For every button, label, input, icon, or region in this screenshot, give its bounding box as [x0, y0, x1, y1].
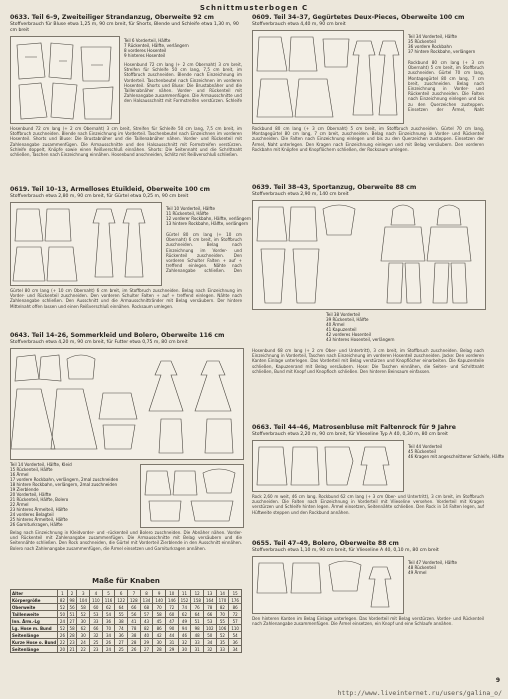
measure-cell: 52 [58, 625, 68, 632]
measure-cell: 6 [115, 590, 128, 597]
measure-row-label: Lg. Hose m. Bund [11, 625, 58, 632]
measure-row [11, 590, 242, 597]
measure-cell: 28 [67, 632, 77, 639]
part-item: 48 Rückenteil [408, 565, 436, 570]
measure-cell: 60 [90, 604, 103, 611]
pattern-pieces-drawing [11, 203, 161, 285]
part-item: 19 Zierblende [10, 487, 39, 492]
measure-cell: 34 [203, 639, 216, 646]
parts-list-0639 [326, 312, 395, 342]
measure-cell: 72 [165, 604, 178, 611]
measure-cell: 49 [178, 618, 191, 625]
measure-row-label: Seitenlänge [11, 632, 58, 639]
page-header: Schnittmusterbogen C [199, 4, 309, 12]
pattern-sketch-0643 [10, 348, 244, 460]
measure-cell: 32 [90, 632, 103, 639]
page-number: 9 [495, 677, 500, 684]
measure-cell: 25 [115, 646, 128, 653]
section-text: Den hinteren Kanten im Belag Einlage unterlegen. Das Vorderteil mit Belag verstürzen. Vorder- und Rückenteil nach Zahlenangabe zusammenfügen. Die Ärmel einsetzen, ein Knopf und eine Schlaufe annähen. [252, 616, 484, 627]
measure-row-label: Körpergröße [11, 597, 58, 604]
measure-cell: 36 [102, 618, 115, 625]
pattern-sketch-0655 [252, 556, 404, 614]
parts-list-0643 [10, 462, 118, 527]
section-subtitle: Stoffverbrauch etwa 4,20 m, 90 cm breit, für Futter etwa 0,75 m, 80 cm breit [10, 340, 188, 345]
measure-cell: 52 [77, 611, 90, 618]
part-item: 9 hinteres Hosenteil [124, 53, 166, 58]
measure-cell: 5 [102, 590, 115, 597]
measure-cell: 52 [58, 604, 68, 611]
section-text-side: Rockbund 80 cm lang (+ 3 cm Obernaht) 5 cm breit, im Stoffbruch zuschneiden. Gürtel 70 cm lang, Montagegürtel 80 cm lang, 7 cm breit, zuschneiden. Belag nach Einzeichnung in Vorder- und Rückenteil zuschneiden. Die Falten nach Einzeichnung einlegen und bis zu den Querzeichen zusteppen. Einsetzen der Ärmel, Naht [408, 60, 484, 112]
parts-list-0663 [408, 444, 504, 459]
part-item: 23 hinteres Ärmelteil, Hälfte [10, 507, 68, 512]
part-item: 24 vorderes Belagteil [10, 512, 54, 517]
measure-cell: 90 [165, 625, 178, 632]
part-item: 20 Vorderteil, Hälfte [10, 492, 52, 497]
measure-cell: 24 [102, 646, 115, 653]
measure-cell: 27 [67, 618, 77, 625]
measure-cell: 53 [203, 618, 216, 625]
measure-cell: 24 [77, 639, 90, 646]
section-text-side: Gürtel 80 cm lang (+ 10 cm Obernaht) 6 cm breit, im Stoffbruch zuschneiden. Belag nach Einzeichnung im Vorder- und Rückenteil zuschneiden. Den vorderen Schulter Falten + auf + treffend einlegen. Nähte nach Zahlenangabe schließen. Den [166, 232, 242, 274]
measure-cell: 140 [153, 597, 166, 604]
part-item: 7 Rückenteil, Hälfte, verlängern [124, 43, 189, 48]
measure-cell: 66 [90, 625, 103, 632]
part-item: 18 hintere Rockbahn, verlängern, 2mal zuschneiden [10, 482, 118, 487]
measure-cell: 26 [128, 646, 141, 653]
measure-cell: 76 [191, 604, 204, 611]
part-item: Teil 6 Vorderteil, Hälfte [124, 38, 171, 43]
measure-row-label: Oberweite [11, 604, 58, 611]
part-item: 17 vordere Rockbahn, verlängern, 2mal zuschneiden [10, 477, 119, 482]
measure-cell: 54 [102, 611, 115, 618]
measure-row-label: Taillenweite [11, 611, 58, 618]
measure-cell: 4 [90, 590, 103, 597]
section-title: 0639. Teil 38–43, Sportanzug, Oberweite 88 cm [252, 184, 417, 191]
measure-cell: 122 [115, 597, 128, 604]
measure-cell: 30 [153, 639, 166, 646]
measure-cell: 10 [165, 590, 178, 597]
measure-cell: 64 [115, 604, 128, 611]
measure-cell: 78 [203, 604, 216, 611]
part-item: 46 Kragen mit angeschnittener Schleife, Hälfte [408, 454, 505, 459]
measure-cell: 26 [58, 632, 68, 639]
measure-cell: 52 [216, 632, 229, 639]
measure-cell: 58 [67, 625, 77, 632]
part-item: Teil 38 Vorderteil [326, 312, 361, 317]
part-item: 26 Garniturkragen, Hälfte [10, 522, 63, 527]
measure-cell: 58 [77, 604, 90, 611]
section-text: Rockbund 80 cm lang (+ 3 cm Obernaht) 5 cm breit, im Stoffbruch zuschneiden. Gürtel 70 cm lang, Montagegürtel 80 cm lang, 7 cm breit, zuschneiden. Belag nach Einzeichnung in Vorder- und Rückenteil zuschneiden. Die Falten nach Einzeichnung einlegen und bis zu den Querzeichen zusteppen. Einsetzen der Ärmel, Naht unterlegen. Den Kragen nach Einzeichnung einlegen und mit Belag versäubern. Den vorderen Rockbahn mit Knöpfen und Knopflöchern schließen, der Rocksaum umlegen. [252, 126, 484, 152]
measure-cell: 110 [229, 625, 242, 632]
pattern-pieces-drawing [11, 37, 119, 123]
part-item: 45 Rückenteil [408, 449, 436, 454]
part-item: Teil 14 Vorderteil, Hälfte, Kleid [10, 462, 72, 467]
section-subtitle: Stoffverbrauch etwa 2,90 m, 140 cm breit [252, 192, 349, 197]
measure-cell: 82 [216, 604, 229, 611]
measure-cell: 50 [58, 611, 68, 618]
measure-cell: 1 [58, 590, 68, 597]
pattern-pieces-drawing [11, 349, 243, 459]
section-subtitle: Stoffverbrauch etwa 4,40 m, 90 cm breit [252, 22, 346, 27]
measure-cell: 110 [90, 597, 103, 604]
measure-cell: 134 [140, 597, 153, 604]
measure-cell: 25 [90, 639, 103, 646]
part-item: 21 Rückenteil, Hälfte, Bolero [10, 497, 69, 502]
measure-cell: 35 [216, 639, 229, 646]
part-item: 40 Ärmel [326, 322, 345, 327]
measure-cell: 51 [67, 611, 77, 618]
section-subtitle: Stoffverbrauch etwa 1,10 m, 90 cm breit, für Vlieseline A 40, 0,10 m, 80 cm breit [252, 548, 439, 553]
measure-cell: 82 [140, 625, 153, 632]
measure-row [11, 632, 242, 639]
measure-cell: 62 [102, 604, 115, 611]
measure-cell: 72 [229, 611, 242, 618]
pattern-pieces-drawing [253, 441, 403, 491]
measure-cell: 2 [67, 590, 77, 597]
measure-cell: 98 [67, 597, 77, 604]
measure-title: Maße für Knaben [92, 577, 160, 585]
measure-cell: 68 [140, 604, 153, 611]
parts-list-0609 [408, 34, 475, 54]
measure-cell: 56 [128, 611, 141, 618]
measure-cell: 43 [140, 618, 153, 625]
measure-cell: 46 [178, 632, 191, 639]
measure-cell: 23 [90, 646, 103, 653]
measure-cell: 22 [58, 639, 68, 646]
measure-cell: 54 [229, 632, 242, 639]
measure-cell: 74 [178, 604, 191, 611]
measure-cell: 36 [115, 632, 128, 639]
measure-row [11, 604, 242, 611]
parts-list-0619 [166, 206, 251, 226]
parts-list-0633 [124, 38, 189, 58]
measure-cell: 104 [77, 597, 90, 604]
pattern-sketch-0609 [252, 30, 404, 124]
measure-cell: 116 [102, 597, 115, 604]
measure-cell: 33 [191, 639, 204, 646]
measure-cell: 33 [90, 618, 103, 625]
measure-cell: 38 [128, 632, 141, 639]
measure-cell: 53 [90, 611, 103, 618]
measure-cell: 7 [128, 590, 141, 597]
measure-cell: 29 [140, 639, 153, 646]
measure-cell: 64 [191, 611, 204, 618]
measure-cell: 55 [115, 611, 128, 618]
measure-cell: 86 [153, 625, 166, 632]
measure-cell: 170 [216, 597, 229, 604]
measure-cell: 50 [203, 632, 216, 639]
part-item: 25 hinteres Ärmelteil, Hälfte [10, 517, 68, 522]
section-subtitle: Stoffverbrauch etwa 2,80 m, 90 cm breit, für Gürtel etwa 0,25 m, 90 cm breit [10, 194, 189, 199]
section-0633 [10, 14, 242, 162]
pattern-pieces-drawing [141, 465, 243, 527]
measure-cell: 94 [178, 625, 191, 632]
measure-row [11, 611, 242, 618]
measure-cell: 13 [203, 590, 216, 597]
pattern-sketch-0663 [252, 440, 404, 492]
measure-cell: 31 [165, 639, 178, 646]
measure-cell: 55 [216, 618, 229, 625]
measure-cell: 74 [115, 625, 128, 632]
section-text: Hosenbund 72 cm lang (+ 2 cm Obernaht) 3 cm breit, Streifen für Schleife 50 cm lang, 7,5 cm breit, im Stoffbruch zuschneiden. Blende nach Einzeichnung im Vorderteil. Taschenbeutel nach Einzeichnen im vorderen Hosenteil. Shorts und Bluse: Die Brustabnäher und die Taillenabnäher nähen. Vorder- und Rückenteil mit Zahlenangabe zusammenfügen. Die Armausschnitte und den Halsausschnitt mit Formstreifen verstürzen. Schleife doppelt, Knöpfe sowie einen Reißverschluß einnähen. Shorts: Die Seitennaht und die Schrittnaht schließen, Taschen nach Einzeichnung einnähen. Hosenbund anschneiden, Schlitz mit Reißverschluß schließen. [10, 126, 242, 158]
part-item: 22 Ärmel [10, 502, 29, 507]
measure-cell: 60 [165, 611, 178, 618]
part-item: 42 vorderes Hosenteil [326, 332, 371, 337]
measure-cell: 128 [128, 597, 141, 604]
measure-cell: 47 [165, 618, 178, 625]
measure-cell: 34 [229, 646, 242, 653]
measure-cell: 70 [102, 625, 115, 632]
measure-cell: 48 [191, 632, 204, 639]
measure-cell: 14 [216, 590, 229, 597]
measure-row-label: Seitenlänge [11, 646, 58, 653]
section-title: 0619. Teil 10–13, Ärmelloses Etuikleid, Oberweite 100 cm [10, 186, 210, 193]
pattern-pieces-drawing [253, 201, 485, 309]
section-text: Rock 2,60 m weit, 46 cm lang. Rockbund 62 cm lang (+ 3 cm Ober- und Untertritt), 3 cm breit, im Stoffbruch zuschneiden. Die Falten nach Einzeichnung in Vorderteil mit Vlieseline versehen. Vorderteil mit Kragen verstürzen und Schleife hinten legen. Ärmel einsetzen, Seitennähte schließen. Den Rock in 14 Falten legen, auf Hüftweite steppen und den Rockbund annähen. [252, 494, 484, 515]
measure-row [11, 646, 242, 653]
measure-cell: 36 [229, 639, 242, 646]
part-item: Teil 44 Vorderteil [408, 444, 443, 449]
section-text-side: Hosenbund 72 cm lang (+ 2 cm Obernaht) 3 cm breit, Streifen für Schleife 50 cm lang, 7,5 cm breit, im Stoffbruch zuschneiden. Blende nach Einzeichnung im Vorderteil. Taschenbeutel nach Einzeichnen im vorderen Hosenteil. Shorts und Bluse: Die Brustabnäher und die Taillenabnäher nähen. Vorder- und Rückenteil mit Zahlenangabe zusammenfügen. Die Armausschnitte und den Halsausschnitt mit Formstreifen verstürzen. Schleife [124, 62, 242, 104]
measure-cell: 106 [216, 625, 229, 632]
part-item: 35 Rückenteil [408, 39, 436, 44]
section-0639 [252, 184, 484, 374]
pattern-sketch-0619 [10, 202, 162, 286]
measure-cell: 32 [178, 639, 191, 646]
measure-cell: 152 [178, 597, 191, 604]
measure-cell: 30 [77, 632, 90, 639]
section-title: 0633. Teil 6–9, Zweiteiliger Strandanzug, Oberweite 92 cm [10, 14, 214, 21]
measure-cell: 28 [128, 639, 141, 646]
measure-cell: 45 [153, 618, 166, 625]
measure-cell: 70 [216, 611, 229, 618]
part-item: 8 vorderes Hosenteil [124, 48, 167, 53]
measure-cell: 66 [203, 611, 216, 618]
parts-list-0655 [408, 560, 457, 575]
measure-cell: 27 [140, 646, 153, 653]
section-0609 [252, 14, 484, 174]
measure-cell: 12 [191, 590, 204, 597]
measure-cell: 57 [140, 611, 153, 618]
part-item: 12 vorderer Rockbahn, Hälfte, verlängern [166, 216, 251, 221]
part-item: 16 Ärmel [10, 472, 29, 477]
measure-cell: 62 [178, 611, 191, 618]
part-item: Teil 47 Vorderteil, Hälfte [408, 560, 458, 565]
part-item: 36 vordere Rockbahn [408, 44, 452, 49]
measure-cell: 58 [153, 611, 166, 618]
section-text: Belag nach Einzeichnung in Kleidvorder- und -rückenteil und Bolero zuschneiden. Die Abnäher nähen. Vorder- und Rückenteil mit Zahlenangabe zusammenfügen. Die Armausschnitte mit Belag versäubern und die Seitennähte schließen. Den Rock anschneiden, die Gürtel mit Vorderteil Zierblende in den Ausschnitt einnähen. Bolero nach Zahlenangabe zusammenfügen, die Ärmel einsetzen und Garniturkragen annähen. [10, 530, 242, 551]
measure-cell: 20 [58, 646, 68, 653]
watermark-url: http://www.liveinternet.ru/users/galina_o/ [337, 689, 502, 697]
measure-cell: 28 [153, 646, 166, 653]
measure-row [11, 597, 242, 604]
section-title: 0609. Teil 34–37, Gegürtetes Deux-Pieces, Oberweite 100 cm [252, 14, 465, 21]
part-item: 39 Rückenteil, Hälfte [326, 317, 369, 322]
part-item: Teil 34 Vorderteil, Hälfte [408, 34, 458, 39]
measure-cell: 146 [165, 597, 178, 604]
measure-cell: 26 [102, 639, 115, 646]
pattern-sketch-0633 [10, 36, 120, 124]
section-text: Gürtel 80 cm lang (+ 10 cm Obernaht) 6 cm breit, im Stoffbruch zuschneiden. Belag nach Einzeichnung im Vorder- und Rückenteil zuschneiden. Den vorderen Schulter Falten + auf + treffend einlegen. Nähte nach Zahlenangabe schließen. Den Ausschnitt und die Armausschnittränder mit Belag versäubern. Der hintere Mittelnaht offen lassen und einen Reißverschluß einnähen. Rocksaum umlegen. [10, 288, 242, 309]
measure-cell: 21 [67, 646, 77, 653]
section-text: Hosenbund 68 cm lang (+ 2 cm Ober- und Untertritt), 3 cm breit, im Stoffbruch zuschneiden. Belag nach Einzeichnung in Vorderteil, Taschen nach Einzeichnung im vorderen Hosenteil zuschneiden. Jacke: Den vorderen Kanten Einlage unterlegen. Das Vorderteil mit Belag verstürzen und Knopflöcher einarbeiten. Die Kapuzenteile schließen, Kapuzenrand mit Belag versäubern. Hose: Die Taschen einnähen, die Seiten- und Schrittnaht schließen, Bund mit Knopf und Knopfloch schließen. Den hinteren Beinsaum einfassen. [252, 348, 484, 374]
section-0663 [252, 424, 505, 534]
pattern-sketch-0639 [252, 200, 486, 310]
section-0655 [252, 540, 484, 646]
measure-cell: 78 [128, 625, 141, 632]
measure-cell: 27 [115, 639, 128, 646]
measure-cell: 44 [165, 632, 178, 639]
measure-cell: 8 [140, 590, 153, 597]
measure-cell: 9 [153, 590, 166, 597]
measure-cell: 30 [178, 646, 191, 653]
part-item: 41 Kapuzenteil [326, 327, 357, 332]
part-item: 15 Rückenteil, Hälfte [10, 467, 53, 472]
measure-cell: 32 [203, 646, 216, 653]
measure-cell: 42 [153, 632, 166, 639]
part-item: 37 hintere Rockbahn, verlängern [408, 49, 476, 54]
measure-cell: 11 [178, 590, 191, 597]
measure-row-label: Kurze Hose o. Bund [12, 639, 57, 645]
measure-cell: 15 [229, 590, 242, 597]
measure-cell: 86 [229, 604, 242, 611]
measure-cell: 57 [229, 618, 242, 625]
measure-cell: 38 [115, 618, 128, 625]
part-item: 49 Ärmel [408, 570, 427, 575]
pattern-pieces-drawing [253, 557, 403, 613]
measurement-table [10, 589, 242, 653]
part-item: Teil 10 Vorderteil, Hälfte [166, 206, 216, 211]
section-0643 [10, 332, 242, 551]
measure-cell: 176 [229, 597, 242, 604]
measure-cell: 23 [67, 639, 77, 646]
measure-row-label: Alter [11, 590, 58, 597]
measure-cell: 82 [58, 597, 68, 604]
pattern-pieces-drawing [253, 31, 403, 123]
section-subtitle: Stoffverbrauch etwa 2,20 m, 90 cm breit, für Vlieseline Typ A 40, 0,30 m, 80 cm breit [252, 432, 448, 437]
measure-cell: 51 [191, 618, 204, 625]
part-item: 13 hintere Rockbahn, Hälfte, verlängern [166, 221, 249, 226]
part-item: 43 hinteres Hosenteil, verlängern [326, 337, 395, 342]
measure-row [11, 639, 242, 646]
section-subtitle: Stoffverbrauch für Bluse etwa 1,25 m, 90 cm breit, für Shorts, Blende und Schleife etwa 1,30 m, 90 cm breit [10, 22, 239, 33]
measure-cell: 158 [191, 597, 204, 604]
section-title: 0663. Teil 44–46, Matrosenbluse mit Faltenrock für 9 Jahre [252, 424, 456, 431]
measure-row-label: Inn. Ärm.-Lg [11, 618, 58, 625]
measure-row [11, 618, 242, 625]
measure-cell: 98 [191, 625, 204, 632]
measure-cell: 66 [128, 604, 141, 611]
measure-cell: 40 [140, 632, 153, 639]
measure-cell: 70 [153, 604, 166, 611]
measure-cell: 31 [191, 646, 204, 653]
pattern-sketch-bolero [140, 464, 244, 528]
section-title: 0643. Teil 14–26, Sommerkleid und Bolero, Oberweite 116 cm [10, 332, 225, 339]
measure-cell: 34 [102, 632, 115, 639]
measure-cell: 30 [77, 618, 90, 625]
measure-cell: 24 [58, 618, 68, 625]
measure-cell: 56 [67, 604, 77, 611]
measure-cell: 22 [77, 646, 90, 653]
measure-cell: 3 [77, 590, 90, 597]
measure-cell: 164 [203, 597, 216, 604]
measure-cell: 41 [128, 618, 141, 625]
measure-cell: 102 [203, 625, 216, 632]
section-0619 [10, 186, 251, 320]
measure-cell: 62 [77, 625, 90, 632]
part-item: 11 Rückenteil, Hälfte [166, 211, 209, 216]
section-title: 0655. Teil 47–49, Bolero, Oberweite 88 cm [252, 540, 399, 547]
measure-cell: 29 [165, 646, 178, 653]
measure-row [11, 625, 242, 632]
measure-cell: 33 [216, 646, 229, 653]
